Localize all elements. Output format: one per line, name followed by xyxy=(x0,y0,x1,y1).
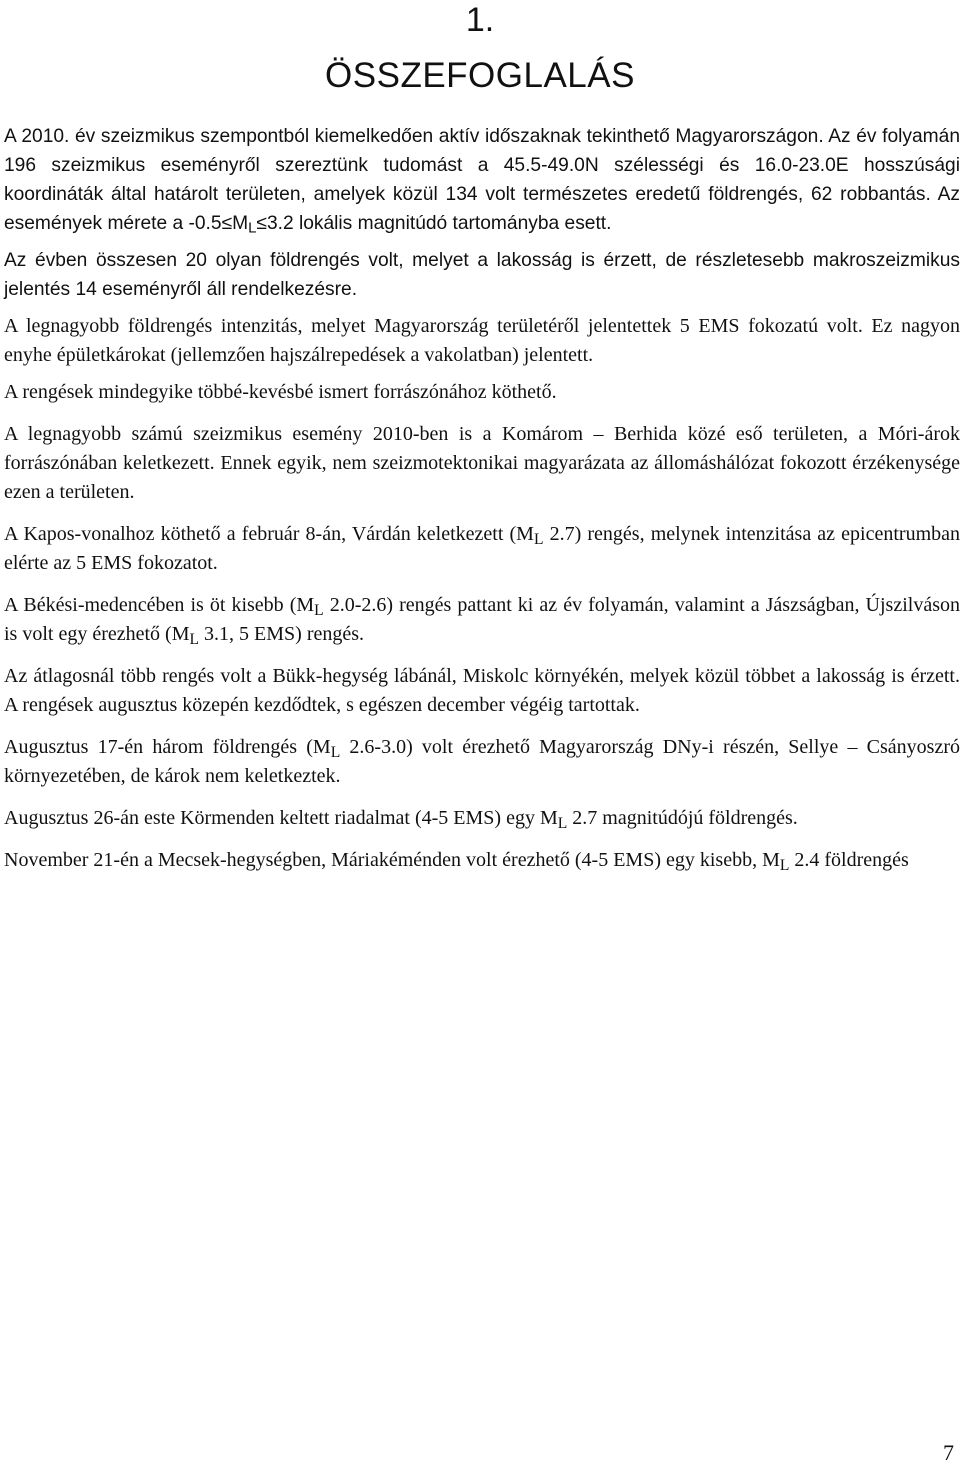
text-run: 3.1, 5 EMS) rengés. xyxy=(199,623,365,645)
text-run: A 2010. év szeizmikus szempontból kiemelkedően aktív időszaknak tekinthető Magyarországon. Az év folyamán 196 szeizmikus eseményről szereztünk tudomást a 45.5-49.0N szélességi és 16.0-23.0E hosszúsági koordináták által határolt területen, amelyek közül 134 volt természetes eredetű földrengés, 62 robbantás. Az események mérete a -0.5 xyxy=(4,126,960,234)
paragraph-bekes-basin xyxy=(4,591,960,649)
text-run: A Békési-medencében is öt kisebb (M xyxy=(4,594,315,616)
text-run: 2.4 földrengés xyxy=(789,849,909,871)
paragraph-mor-graben: A legnagyobb számú szeizmikus esemény 2010-ben is a Komárom – Berhida közé eső területen, a Móri-árok forrászónában keletkezett. Ennek egyik, nem szeizmotektonikai magyarázata az állomáshálózat fokozott érzékenysége ezen a területen. xyxy=(4,423,960,503)
text-run: M xyxy=(232,213,249,234)
text-run: A Kapos-vonalhoz köthető a február 8-án, Várdán keletkezett (M xyxy=(4,523,534,545)
subscript: L xyxy=(557,814,568,832)
le-symbol: ≤ xyxy=(256,213,267,234)
chapter-number: 1. xyxy=(465,1,495,39)
text-run: Augusztus 17-én három földrengés (M xyxy=(4,736,331,758)
summary-body xyxy=(4,122,960,875)
paragraph-august-17 xyxy=(4,733,960,791)
text-run: 2.6-3.0) volt érezhető Magyarország DNy-i részén, Sellye – Csányoszró környezetében, de károk nem keletkeztek. xyxy=(4,736,960,787)
paragraph-overview xyxy=(4,122,960,238)
paragraph-felt-events: Az évben összesen 20 olyan földrengés volt, melyet a lakosság is érzett, de részletesebb makroszeizmikus jelentés 14 eseményről áll rendelkezésre. xyxy=(4,250,960,300)
subscript: L xyxy=(330,743,341,761)
text-run: 2.0-2.6) rengés pattant ki az év folyamán, valamint a Jászságban, Újszilváson is volt egy érezhető (M xyxy=(4,594,960,645)
paragraph-august-26 xyxy=(4,804,960,833)
text-run: 3.2 lokális magnitúdó tartományba esett. xyxy=(266,213,612,234)
chapter-title: ÖSSZEFOGLALÁS xyxy=(325,56,635,95)
subscript: L xyxy=(779,856,790,874)
subscript: L xyxy=(314,601,324,619)
paragraph-max-intensity: A legnagyobb földrengés intenzitás, melyet Magyarország területéről jelentettek 5 EMS fokozatú volt. Ez nagyon enyhe épületkárokat (jellemzően hajszálrepedések a vakolatban) jelentett. xyxy=(4,315,960,366)
le-symbol: ≤ xyxy=(221,213,233,234)
page-number: 7 xyxy=(943,1440,954,1465)
subscript: L xyxy=(533,530,544,548)
subscript: L xyxy=(248,219,257,237)
text-run: 2.7) rengés, melynek intenzitása az epicentrumban elérte az 5 EMS fokozatot. xyxy=(4,523,960,574)
paragraph-source-zones: A rengések mindegyike többé-kevésbé ismert forrászónához köthető. xyxy=(4,381,557,403)
subscript: L xyxy=(189,630,200,648)
text-run: 2.7 magnitúdójú földrengés. xyxy=(567,807,798,829)
text-run: Augusztus 26-án este Körmenden keltett riadalmat (4-5 EMS) egy M xyxy=(4,807,558,829)
text-run: November 21-én a Mecsek-hegységben, Máriakéménden volt érezhető (4-5 EMS) egy kisebb, M xyxy=(4,849,780,871)
paragraph-november-21 xyxy=(4,846,960,875)
paragraph-bukk-mountains: Az átlagosnál több rengés volt a Bükk-hegység lábánál, Miskolc környékén, melyek közül többet a lakosság is érzett. A rengések augusztus közepén kezdődtek, s egészen december végéig tartottak. xyxy=(4,665,960,716)
paragraph-kapos-line xyxy=(4,520,960,578)
